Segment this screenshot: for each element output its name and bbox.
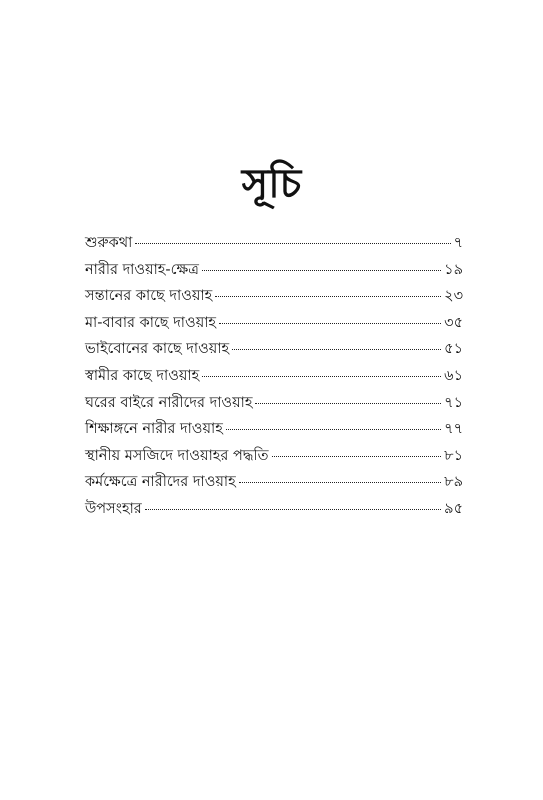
dot-leader (239, 481, 441, 483)
toc-entry-page: ৫১ (444, 341, 463, 358)
table-of-contents (85, 230, 463, 523)
toc-entry-page: ৮৯ (444, 474, 463, 491)
toc-entry-title: স্থানীয় মসজিদে দাওয়াহর পদ্ধতি (85, 447, 269, 464)
toc-entry-page: ৩৫ (444, 314, 463, 331)
toc-entry-page: ৭১ (444, 394, 463, 411)
toc-entry-page: ২৩ (444, 288, 463, 305)
toc-entry-title: ঘরের বাইরে নারীদের দাওয়াহ (85, 394, 253, 411)
toc-entry (85, 336, 463, 363)
toc-entry (85, 469, 463, 496)
dot-leader (255, 402, 441, 404)
toc-entry-page: ৭৭ (444, 421, 463, 438)
dot-leader (202, 375, 441, 377)
dot-leader (272, 455, 442, 457)
toc-entry (85, 310, 463, 337)
toc-entry (85, 257, 463, 284)
toc-entry-title: ভাইবোনের কাছে দাওয়াহ (85, 341, 230, 358)
page-title: সূচি (241, 161, 302, 207)
toc-entry (85, 390, 463, 417)
dot-leader (135, 242, 450, 244)
toc-entry-title: শিক্ষাঙ্গনে নারীর দাওয়াহ (85, 421, 223, 438)
toc-entry-title: মা-বাবার কাছে দাওয়াহ (85, 314, 217, 331)
toc-entry-title: শুরুকথা (85, 235, 133, 251)
toc-entry-page: ৯৫ (444, 500, 463, 517)
toc-entry (85, 416, 463, 443)
dot-leader (226, 428, 441, 430)
toc-entry-title: সন্তানের কাছে দাওয়াহ (85, 288, 213, 305)
toc-entry-page: ৭ (453, 235, 463, 251)
toc-entry-title: কর্মক্ষেত্রে নারীদের দাওয়াহ (85, 474, 236, 491)
toc-entry (85, 283, 463, 310)
toc-entry-page: ৮১ (444, 447, 463, 464)
dot-leader (145, 508, 441, 510)
toc-entry-page: ৬১ (444, 367, 463, 384)
dot-leader (219, 322, 441, 324)
dot-leader (202, 269, 441, 271)
toc-entry-title: স্বামীর কাছে দাওয়াহ (85, 367, 200, 384)
toc-entry-page: ১৯ (444, 261, 463, 278)
toc-entry (85, 443, 463, 470)
dot-leader (215, 295, 441, 297)
dot-leader (232, 348, 441, 350)
toc-entry (85, 363, 463, 390)
toc-entry-title: নারীর দাওয়াহ-ক্ষেত্র (85, 261, 199, 278)
toc-entry-title: উপসংহার (85, 500, 142, 517)
toc-entry (85, 230, 463, 257)
toc-entry (85, 496, 463, 523)
